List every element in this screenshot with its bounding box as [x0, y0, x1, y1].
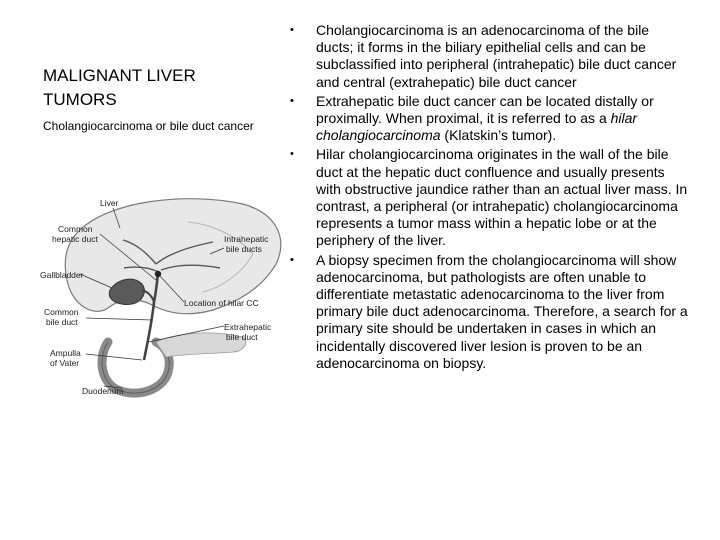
liver-shape [65, 199, 281, 314]
bullet-text [316, 93, 690, 145]
label-location-hilar-cc: Location of hilar CC [184, 298, 259, 308]
bullet-text: A biopsy specimen from the cholangiocarcinoma will show adenocarcinoma, but pathologists are often unable to differentiate metastatic adenocarcinoma to the liver from primary bile duct adenocarcinoma. Therefore, a search for a primary site should be undertaken in cases in which an incidentally discovered liver lesion is proven to be an adenocarcinoma on biopsy. [316, 251, 688, 371]
bullet-text-part: Extrahepatic bile duct cancer can be located distally or proximally. When proximal, it is referred to as a [316, 92, 654, 127]
label-liver: Liver [100, 198, 119, 208]
bullet-marker: • [290, 148, 294, 161]
bullet-item [290, 252, 690, 372]
bullet-item [290, 22, 690, 91]
label-gallbladder: Gallbladder [40, 270, 84, 280]
anatomy-illustration [38, 192, 288, 404]
common-bile-duct-path [144, 302, 154, 360]
label-duodenum: Duodenum [82, 386, 124, 396]
bullet-text-part: (Klatskin’s tumor). [440, 127, 557, 144]
bullet-item [290, 93, 690, 145]
label-ampulla-of-vater: Ampulla of Vater [50, 348, 81, 368]
label-common-hepatic-duct: Common hepatic duct [52, 224, 98, 244]
bullet-text: Hilar cholangiocarcinoma originates in the wall of the bile duct at the hepatic duct confluence and usually presents with obstructive jaundice rather than an actual liver mass. In contrast, a peripheral (or intrahepatic) cholangiocarcinoma represents a tumor mass within a hepatic lobe or at the periphery of the liver. [316, 146, 688, 249]
bullet-item [290, 146, 690, 249]
bullet-emphasis: hilar cholangiocarcinoma [316, 110, 638, 144]
bullet-marker: • [290, 24, 294, 36]
bullet-marker: • [290, 94, 294, 107]
bullet-text: Cholangiocarcinoma is an adenocarcinoma of the bile ducts; it forms in the biliary epithelial cells and can be subclassified into peripheral (intrahepatic) bile duct cancer and central (extrahepatic) bile duct cancer [316, 22, 677, 90]
slide-title: MALIGNANT LIVER TUMORS [43, 66, 196, 109]
label-intrahepatic-bile-ducts: Intrahepatic bile ducts [224, 234, 269, 254]
slide-subtitle: Cholangiocarcinoma or bile duct cancer [43, 119, 254, 133]
label-extrahepatic-bile-duct: Extrahepatic bile duct [224, 322, 272, 342]
bile-duct-anatomy-figure [38, 192, 288, 404]
label-common-bile-duct: Common bile duct [44, 307, 79, 327]
bullet-marker: • [290, 253, 294, 266]
bullet-list [290, 22, 690, 374]
